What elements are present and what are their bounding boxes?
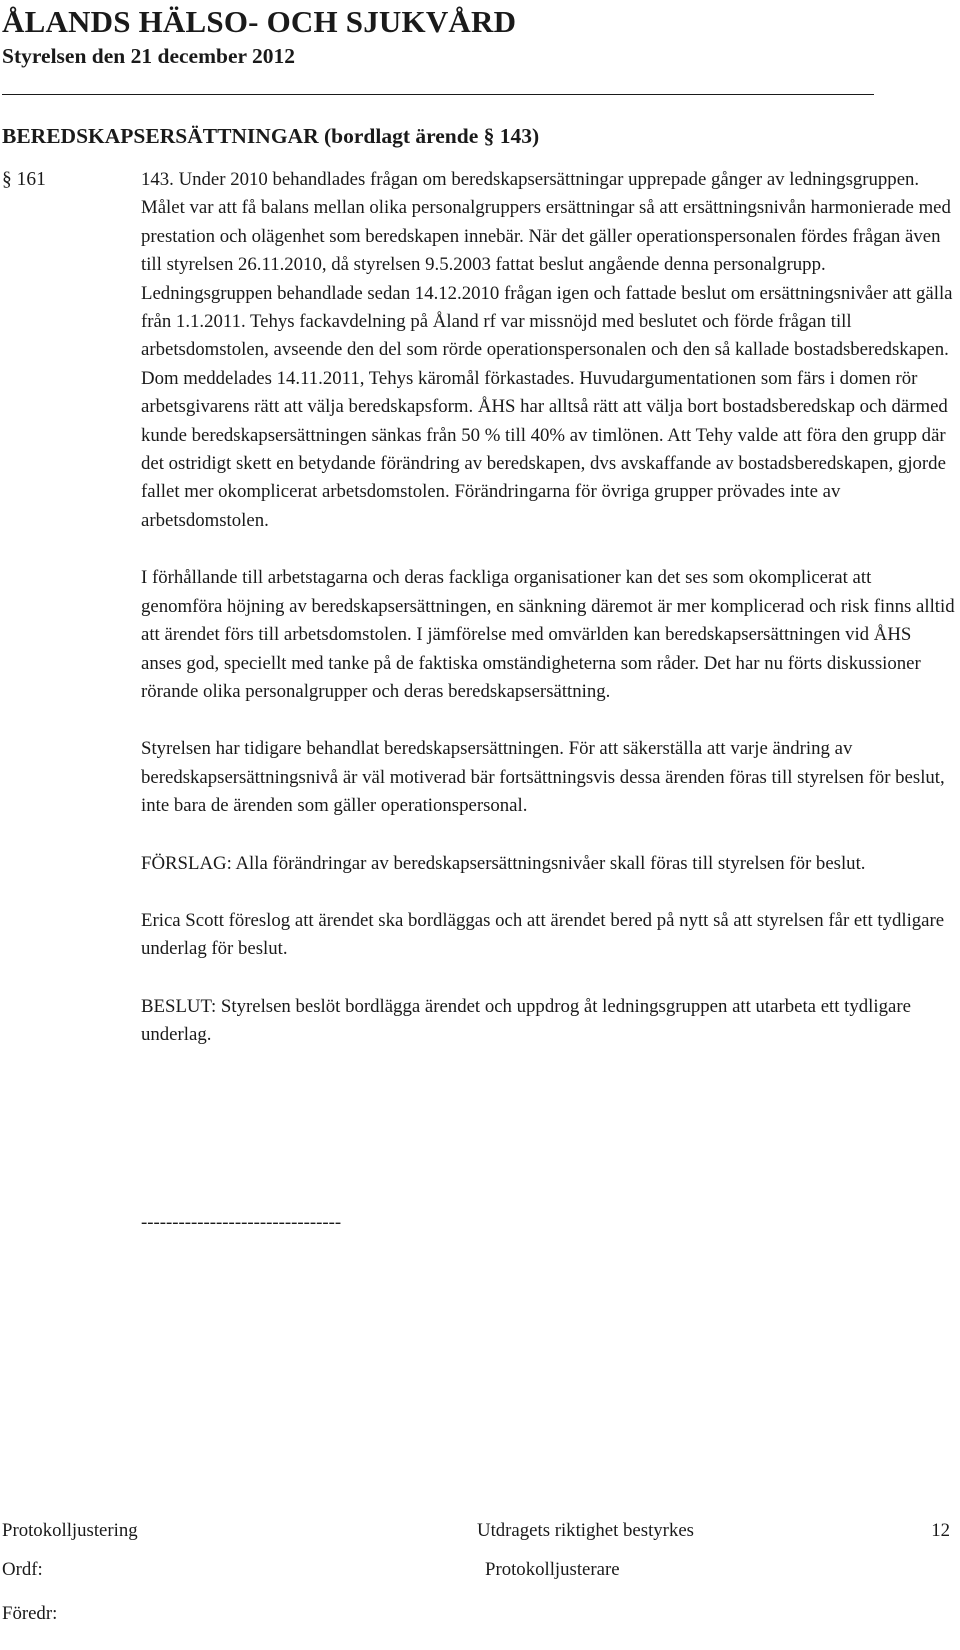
footer-label-adjusters: Protokolljusterare xyxy=(485,1559,620,1580)
footer-label-certification: Utdragets riktighet bestyrkes xyxy=(477,1520,694,1541)
body-paragraph-motion: Erica Scott föreslog att ärendet ska bordläggas och att ärendet bered på nytt så att styrelsen får ett tydligare underlag för beslut. xyxy=(141,909,945,960)
body-paragraph-considerations: I förhållande till arbetstagarna och deras fackliga organisationer kan det ses som okomplicerat att genomföra höjning av beredskapsersättningen, en sänkning däremot är mer komplicerad och risk finns alltid att ärendet förs till arbetsdomstolen. I jämförelse med omvärlden kan beredskapsersättningen vid ÅHS anses god, speciellt med tanke på de faktiska omständigheterna som råder. Det har nu förts diskussioner rörande olika personalgrupper och deras beredskapsersättning. xyxy=(141,567,955,702)
case-heading: BEREDSKAPSERSÄTTNINGAR (bordlagt ärende § 143) xyxy=(2,124,540,148)
body-paragraph-background: 143. Under 2010 behandlades frågan om beredskapsersättningar upprepade gånger av ledningsgruppen. Målet var att få balans mellan olika personalgruppers ersättningar så att ersättningsnivån harmonierade med prestation och olägenhet som beredskapen innebär. När det gäller operationspersonalen fördes frågan även till styrelsen 26.11.2010, då styrelsen 9.5.2003 fattat beslut angående denna personalgrupp. Ledningsgruppen behandlade sedan 14.12.2010 frågan igen och fattade beslut om ersättningsnivåer att gälla från 1.1.2011. Tehys fackavdelning på Åland rf var missnöjd med beslutet och förde frågan till arbetsdomstolen, avseende den del som rörde operationspersonalen och den så kallade bostadsberedskapen. Dom meddelades 14.11.2011, Tehys käromål förkastades. Huvudargumentationen som färs i domen rör arbetsgivarens rätt att välja beredskapsform. ÅHS har alltså rätt att välja bort bostadsberedskap och därmed kunde beredskapsersättningen sänkas från 50 % till 40% av timlönen. Att Tehy valde att föra den grupp där det ostridigt skett en betydande förändring av beredskapen, dvs avskaffande av bostadsberedskapen, gjorde fallet mer okomplicerat arbetsdomstolen. Förändringarna för övriga grupper prövades inte av arbetsdomstolen. xyxy=(141,169,953,531)
paragraph-number: § 161 xyxy=(2,169,46,190)
footer-label-presenter: Föredr: xyxy=(2,1603,58,1624)
case-body xyxy=(141,166,956,1079)
body-paragraph-proposal: FÖRSLAG: Alla förändringar av beredskapsersättningsnivåer skall föras till styrelsen för beslut. xyxy=(141,852,866,874)
meeting-date: Styrelsen den 21 december 2012 xyxy=(2,44,296,68)
footer-label-chair: Ordf: xyxy=(2,1559,43,1580)
body-paragraph-board-handling: Styrelsen har tidigare behandlat beredskapsersättningen. För att säkerställa att varje ändring av beredskapsersättningsnivå är väl motiverad bär fortsättningsvis dessa ärenden föras till styrelsen för beslut, inte bara de ärenden som gäller operationspersonal. xyxy=(141,738,945,817)
footer-label-protokolljustering: Protokolljustering xyxy=(2,1520,138,1541)
organization-title: ÅLANDS HÄLSO- OCH SJUKVÅRD xyxy=(2,4,517,39)
body-paragraph-decision: BESLUT: Styrelsen beslöt bordlägga ärendet och uppdrog åt ledningsgruppen att utarbeta ett tydligare underlag. xyxy=(141,995,911,1046)
header-divider xyxy=(2,94,874,95)
page-number: 12 xyxy=(931,1520,950,1541)
end-divider: -------------------------------- xyxy=(141,1212,342,1233)
